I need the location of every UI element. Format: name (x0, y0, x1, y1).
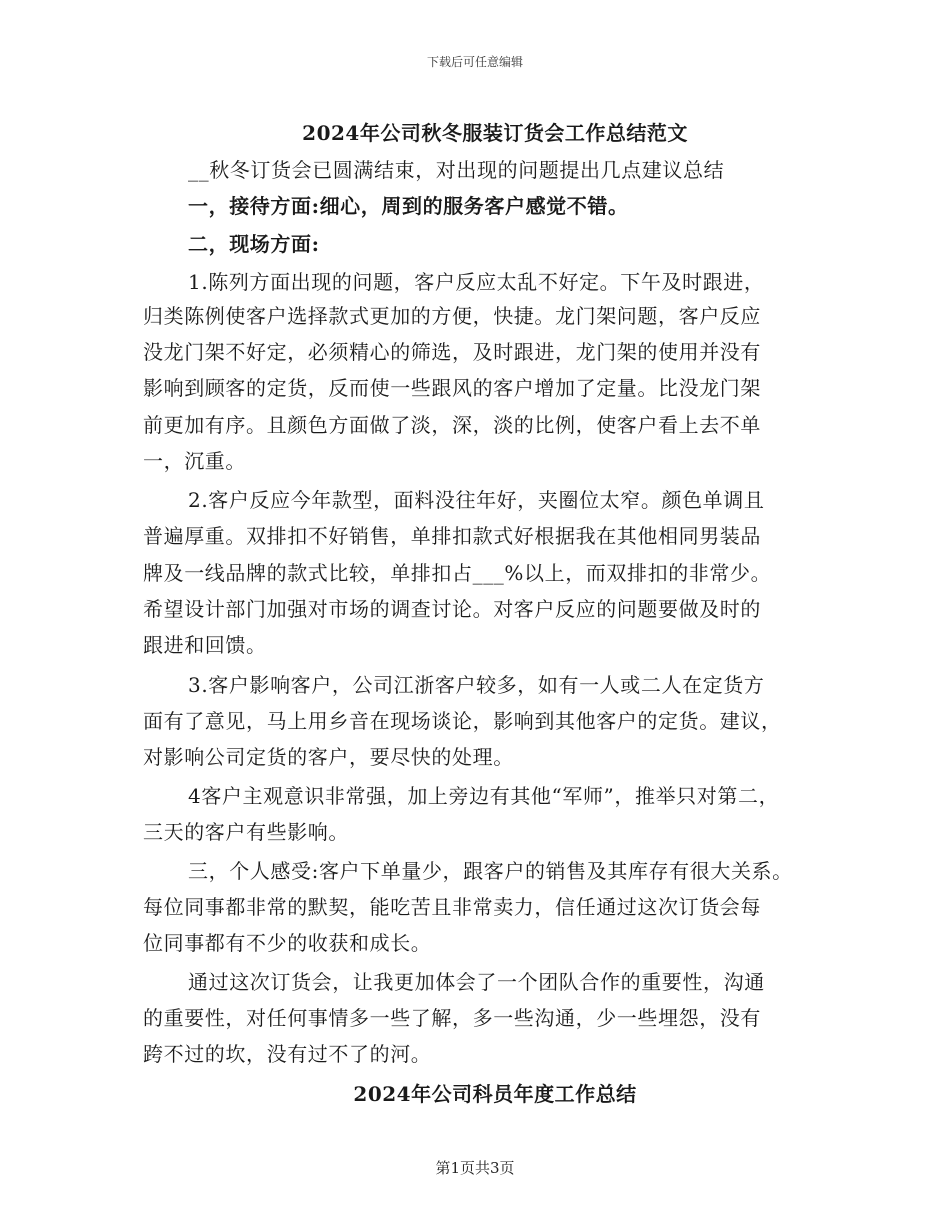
paragraph-line: 每位同事都非常的默契，能吃苦且非常卖力，信任通过这次订货会每 (143, 895, 761, 919)
paragraph-line: 牌及一线品牌的款式比较，单排扣占___%以上，而双排扣的非常少。 (143, 561, 772, 585)
paragraph-line: 没龙门架不好定，必须精心的筛选，及时跟进，龙门架的使用并没有 (143, 340, 761, 364)
paragraph-line: 三天的客户有些影响。 (143, 820, 349, 844)
paragraph-line: 位同事都有不少的收获和成长。 (143, 931, 432, 955)
section-heading-reception: 一，接待方面:细心，周到的服务客户感觉不错。 (188, 194, 629, 218)
paragraph-line: 对影响公司定货的客户，要尽快的处理。 (143, 745, 514, 769)
intro-line: __秋冬订货会已圆满结束，对出现的问题提出几点建议总结 (188, 158, 725, 182)
paragraph-line: 跨不过的坎，没有过不了的河。 (143, 1042, 432, 1066)
paragraph-line: 跟进和回馈。 (143, 633, 267, 657)
paragraph-line: 的重要性，对任何事情多一些了解，多一些沟通，少一些埋怨，没有 (143, 1006, 761, 1030)
paragraph-line: 2.客户反应今年款型，面料没往年好，夹圈位太窄。颜色单调且 (188, 488, 765, 512)
section-heading-onsite: 二，现场方面: (188, 232, 320, 256)
document-title: 2024年公司秋冬服装订货会工作总结范文 (302, 121, 688, 145)
paragraph-line: 希望设计部门加强对市场的调查讨论。对客户反应的问题要做及时的 (143, 597, 761, 621)
paragraph-line: 前更加有序。且颜色方面做了淡，深，淡的比例，使客户看上去不单 (143, 413, 761, 437)
page-footer: 第1页共3页 (435, 1159, 515, 1177)
paragraph-line: 4客户主观意识非常强，加上旁边有其他“军师”，推举只对第二， (188, 784, 780, 808)
paragraph-line: 归类陈例使客户选择款式更加的方便，快捷。龙门架问题，客户反应 (143, 304, 761, 328)
paragraph-line: 1.陈列方面出现的问题，客户反应太乱不好定。下午及时跟进， (188, 270, 765, 294)
paragraph-line: 三，个人感受:客户下单量少，跟客户的销售及其库存有很大关系。 (188, 859, 793, 883)
paragraph-line: 通过这次订货会，让我更加体会了一个团队合作的重要性，沟通 (188, 970, 765, 994)
header-note: 下载后可任意编辑 (426, 55, 523, 69)
paragraph-line: 一，沉重。 (143, 449, 246, 473)
paragraph-line: 影响到顾客的定货，反而使一些跟风的客户增加了定量。比没龙门架 (143, 376, 761, 400)
paragraph-line: 面有了意见，马上用乡音在现场谈论，影响到其他客户的定货。建议， (143, 709, 782, 733)
paragraph-line: 普遍厚重。双排扣不好销售，单排扣款式好根据我在其他相同男装品 (143, 524, 761, 548)
next-document-title: 2024年公司科员年度工作总结 (353, 1082, 637, 1106)
paragraph-line: 3.客户影响客户，公司江浙客户较多，如有一人或二人在定货方 (188, 673, 765, 697)
